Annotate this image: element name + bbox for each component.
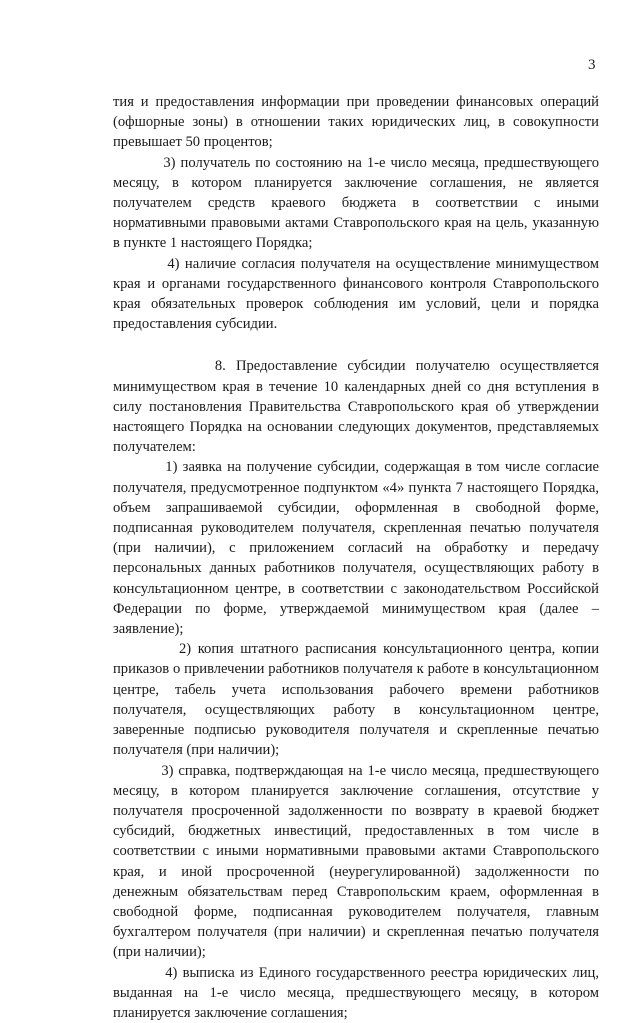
paragraph-item-3: 3) получатель по состоянию на 1-е число месяца, предшествующего месяцу, в котором планируется заключение соглашения, не является получателем средств краевого бюджета в соответствии с иными нормативными правовыми актами Ставропольского края на цель, указанную в пункте 1 настоящего Порядка; [113,154,599,252]
paragraph-item-4: 4) наличие согласия получателя на осуществление минимуществом края и органами государственного финансового контроля Ставропольского края обязательных проверок соблюдения им условий, цели и порядка предоставления субсидии. [113,255,599,333]
page-number: 3 [588,57,596,73]
paragraph-doc-2: 2) копия штатного расписания консультационного центра, копии приказов о привлечении работников получателя к работе в консультационном центре, табель учета использования рабочего времени работников получателя, осуществляющих работу в консультационном центре, заверенные подписью руководителя получателя и скрепленные печатью получателя (при наличии); [113,641,599,759]
paragraph-doc-4: 4) выписка из Единого государственного реестра юридических лиц, выданная на 1-е число месяца, предшествующего месяцу, в котором планируется заключение соглашения; [113,964,599,1021]
document-body [113,92,599,1023]
paragraph-continuation: тия и предоставления информации при проведении финансовых операций (офшорные зоны) в отношении таких юридических лиц, в совокупности превышает 50 процентов; [113,94,599,151]
paragraph-doc-1: 1) заявка на получение субсидии, содержащая в том числе согласие получателя, предусмотренное подпунктом «4» пункта 7 настоящего Порядка, объем запрашиваемой субсидии, оформленная в свободной форме, подписанная руководителем получателя, скрепленная печатью получателя (при наличии), с приложением согласий на обработку и передачу персональных данных работников получателя, осуществляющих работу в консультационном центре, в соответствии с законодательством Российской Федерации по форме, утверждаемой минимуществом края (далее – заявление); [113,459,599,638]
paragraph-doc-3: 3) справка, подтверждающая на 1-е число месяца, предшествующего месяцу, в котором планируется заключение соглашения, отсутствие у получателя просроченной задолженности по возврату в краевой бюджет субсидий, бюджетных инвестиций, предоставленных в том числе в соответствии с иными нормативными правовыми актами Ставропольского края, и иной просроченной (неурегулированной) задолженности по денежным обязательствам перед Ставропольским краем, оформленная в свободной форме, подписанная руководителем получателя, главным бухгалтером получателя (при наличии) и скрепленная печатью получателя (при наличии); [113,762,599,961]
paragraph-section-8: 8. Предоставление субсидии получателю осуществляется минимуществом края в течение 10 календарных дней со дня вступления в силу постановления Правительства Ставропольского края об утверждении настоящего Порядка на основании следующих документов, представляемых получателем: [113,358,599,456]
